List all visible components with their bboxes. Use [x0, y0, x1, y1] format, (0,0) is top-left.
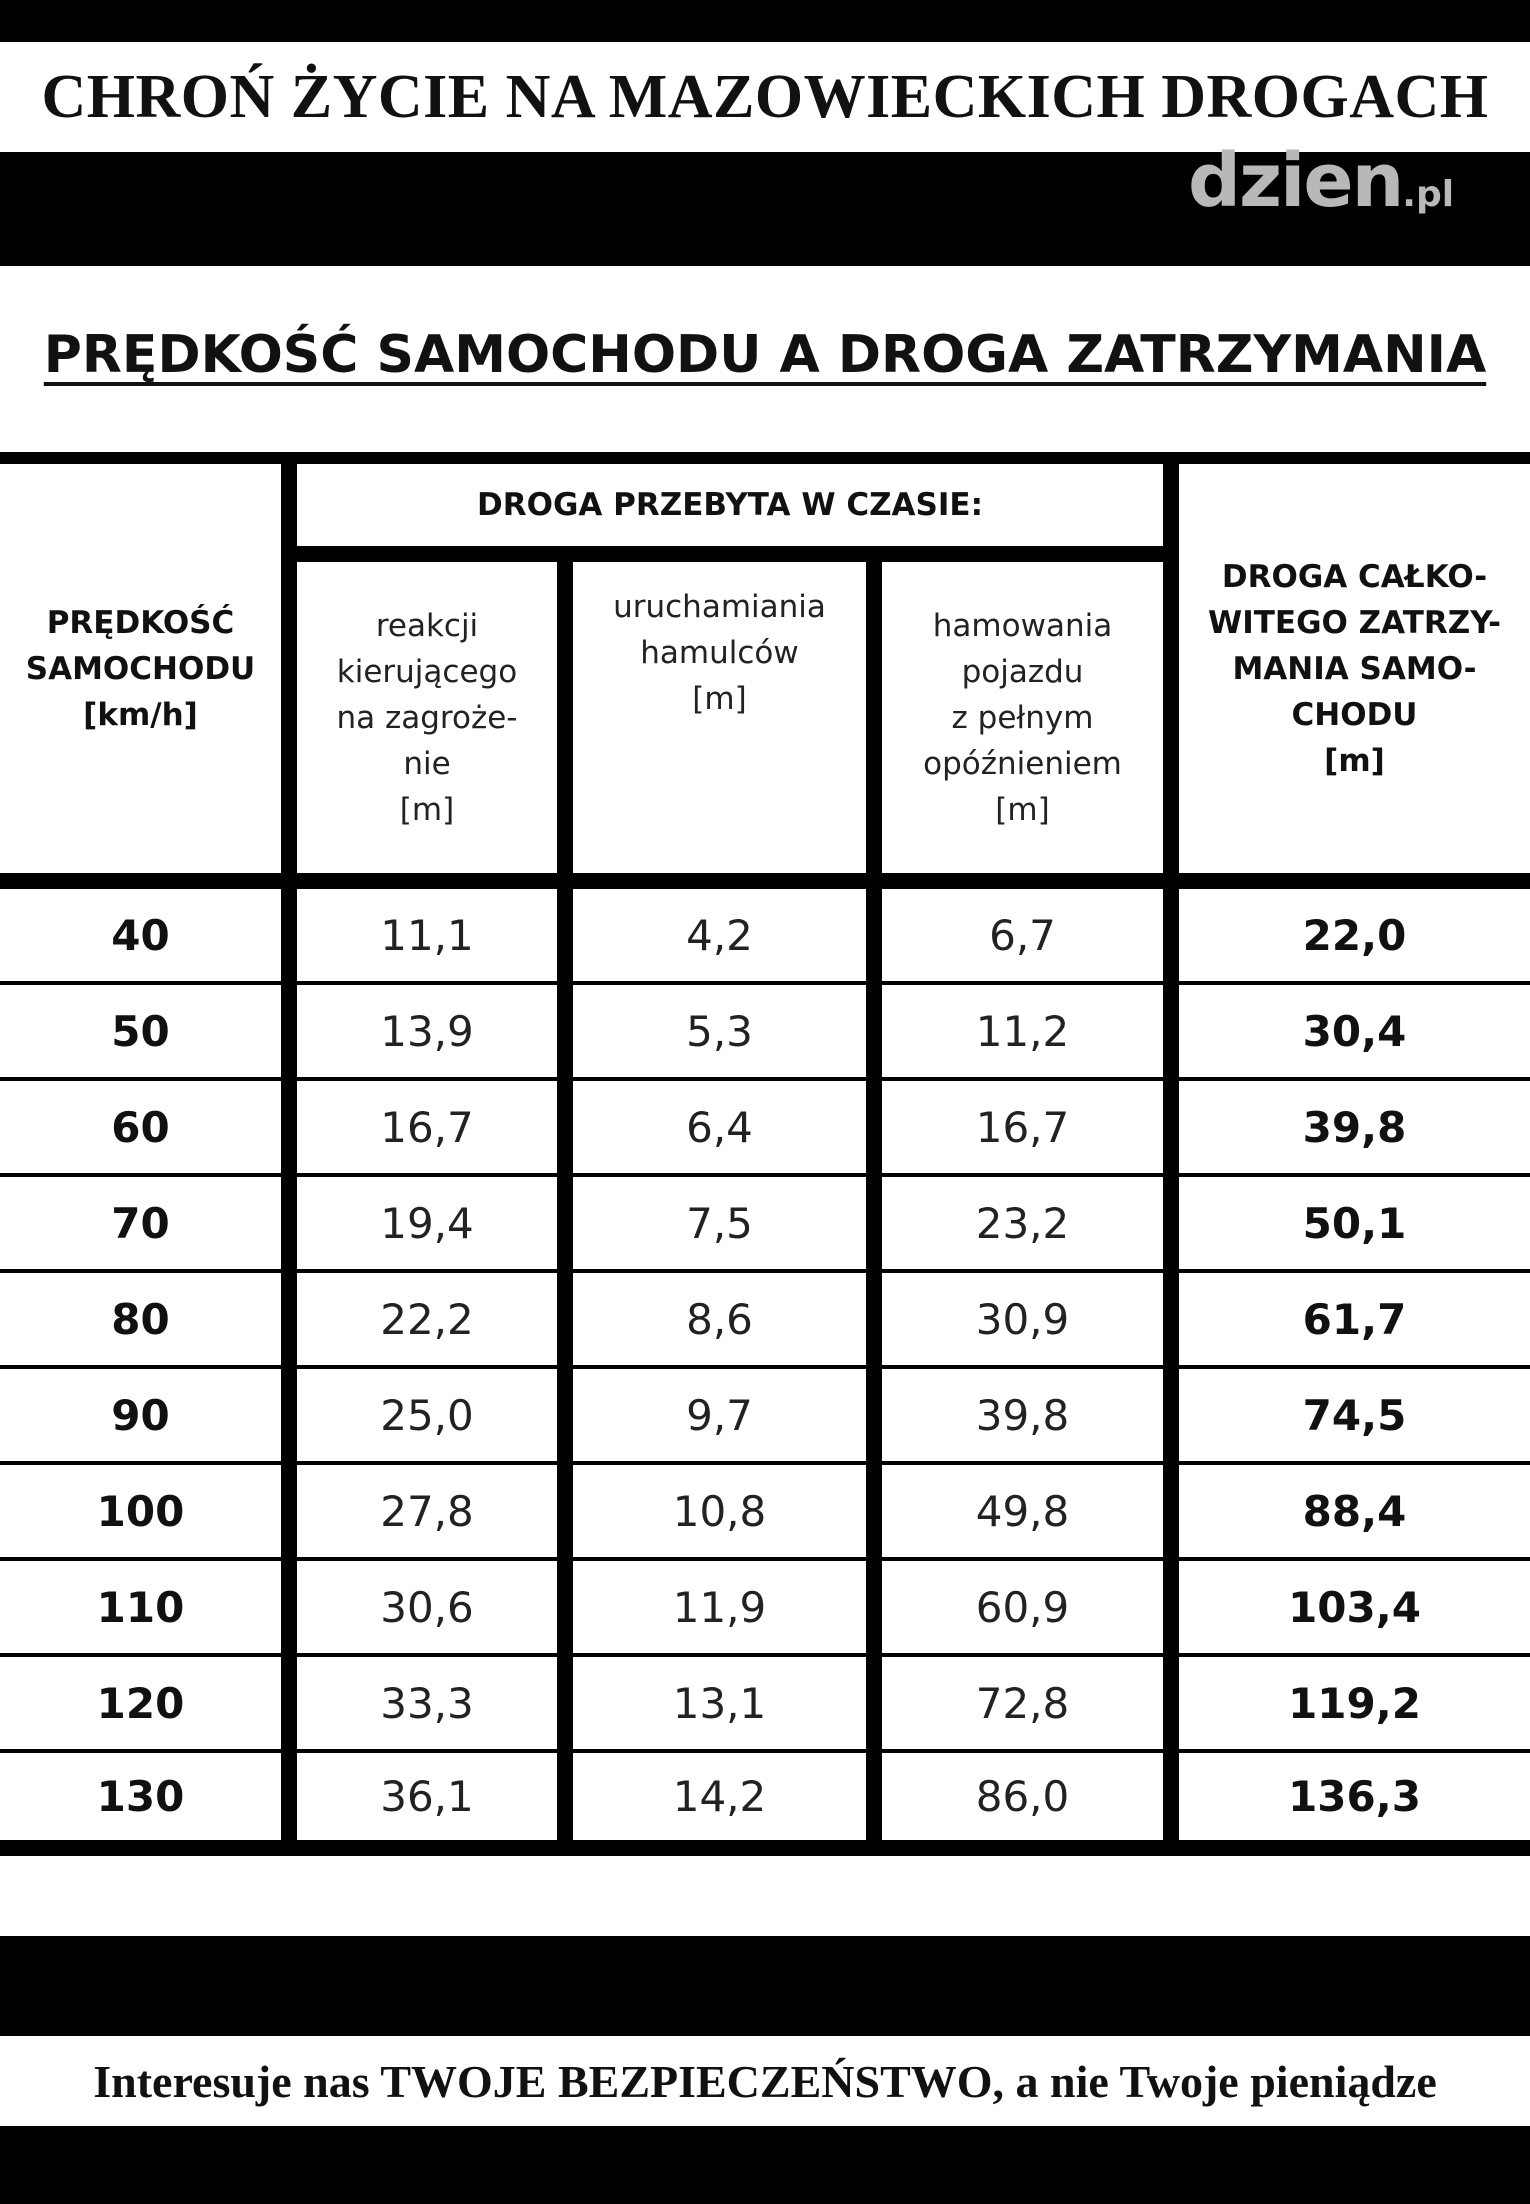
col-divider-1	[281, 452, 297, 1856]
cell-braking: 72,8	[975, 1678, 1070, 1728]
top-title-strip	[0, 42, 1530, 152]
cell-reaction: 11,1	[380, 910, 474, 960]
cell-braking: 86,0	[975, 1772, 1070, 1821]
cell-reaction: 30,6	[380, 1582, 474, 1632]
cell-reaction: 13,9	[380, 1006, 474, 1056]
cell-reaction: 27,8	[380, 1486, 474, 1536]
cell-total: 30,4	[1302, 1006, 1407, 1056]
footer-slogan: Interesuje nas TWOJE BEZPIECZEŃSTWO, a nie Twoje pieniądze	[93, 2055, 1437, 2107]
cell-total: 39,8	[1302, 1102, 1407, 1152]
cell-total: 50,1	[1302, 1198, 1407, 1248]
col-divider-2	[557, 554, 573, 1856]
cell-brake-activation: 14,2	[672, 1772, 767, 1821]
cell-speed: 130	[96, 1772, 185, 1821]
cell-brake-activation: 8,6	[686, 1294, 753, 1344]
watermark-logo	[1188, 138, 1454, 222]
col-divider-3	[866, 554, 882, 1856]
group-header: DROGA PRZEBYTA W CZASIE:	[477, 487, 983, 523]
cell-speed: 80	[111, 1294, 170, 1344]
footer-strip	[0, 2036, 1530, 2126]
cell-total: 136,3	[1288, 1772, 1421, 1821]
cell-speed: 60	[111, 1102, 170, 1152]
cell-reaction: 36,1	[380, 1772, 474, 1821]
cell-speed: 50	[111, 1006, 170, 1056]
cell-reaction: 33,3	[380, 1678, 474, 1728]
group-header-bottom-border	[288, 546, 1166, 562]
cell-speed: 40	[111, 910, 170, 960]
table-bottom-border	[0, 1840, 1530, 1856]
page-title: CHROŃ ŻYCIE NA MAZOWIECKICH DROGACH	[41, 62, 1489, 131]
cell-brake-activation: 5,3	[686, 1006, 753, 1056]
cell-braking: 30,9	[975, 1294, 1070, 1344]
cell-braking: 6,7	[989, 910, 1056, 960]
cell-total: 88,4	[1302, 1486, 1407, 1536]
cell-brake-activation: 10,8	[672, 1486, 767, 1536]
cell-brake-activation: 11,9	[672, 1582, 767, 1632]
watermark-suffix: .pl	[1402, 174, 1455, 215]
cell-reaction: 25,0	[380, 1390, 474, 1440]
cell-braking: 39,8	[975, 1390, 1070, 1440]
cell-braking: 49,8	[975, 1486, 1070, 1536]
footer-black-bar-top	[0, 1936, 1530, 2036]
table-subtitle: PRĘDKOŚĆ SAMOCHODU A DROGA ZATRZYMANIA	[43, 325, 1487, 385]
cell-brake-activation: 13,1	[672, 1678, 767, 1728]
cell-braking: 16,7	[975, 1102, 1070, 1152]
cell-reaction: 19,4	[380, 1198, 474, 1248]
footer-black-bar-bottom	[0, 2126, 1530, 2204]
cell-speed: 120	[96, 1678, 185, 1728]
cell-brake-activation: 7,5	[686, 1198, 753, 1248]
cell-speed: 100	[96, 1486, 185, 1536]
header-brake-activation: uruchamiania hamulców [m]	[613, 589, 826, 717]
header-bottom-border	[0, 873, 1530, 889]
cell-braking: 60,9	[975, 1582, 1070, 1632]
header-braking: hamowania pojazdu z pełnym opóźnieniem [m]	[923, 607, 1122, 828]
cell-total: 103,4	[1288, 1582, 1421, 1632]
header-reaction: reakcji kierującego na zagroże- nie [m]	[336, 607, 518, 828]
col-divider-4	[1163, 452, 1179, 1856]
cell-total: 119,2	[1288, 1678, 1421, 1728]
cell-reaction: 22,2	[380, 1294, 474, 1344]
table-top-border	[0, 452, 1530, 464]
cell-speed: 90	[111, 1390, 170, 1440]
cell-braking: 23,2	[975, 1198, 1070, 1248]
cell-braking: 11,2	[975, 1006, 1070, 1056]
cell-total: 22,0	[1302, 910, 1407, 960]
cell-brake-activation: 9,7	[686, 1390, 753, 1440]
watermark-text: dzien	[1188, 138, 1403, 224]
cell-speed: 110	[96, 1582, 185, 1632]
cell-total: 61,7	[1302, 1294, 1407, 1344]
cell-brake-activation: 6,4	[686, 1102, 753, 1152]
cell-brake-activation: 4,2	[686, 910, 753, 960]
top-black-bar	[0, 0, 1530, 42]
cell-speed: 70	[111, 1198, 170, 1248]
header-speed: PRĘDKOŚĆ SAMOCHODU [km/h]	[25, 604, 256, 733]
cell-total: 74,5	[1302, 1390, 1407, 1440]
header-total: DROGA CAŁKO- WITEGO ZATRZY- MANIA SAMO- CHODU [m]	[1208, 558, 1501, 779]
cell-reaction: 16,7	[380, 1102, 474, 1152]
